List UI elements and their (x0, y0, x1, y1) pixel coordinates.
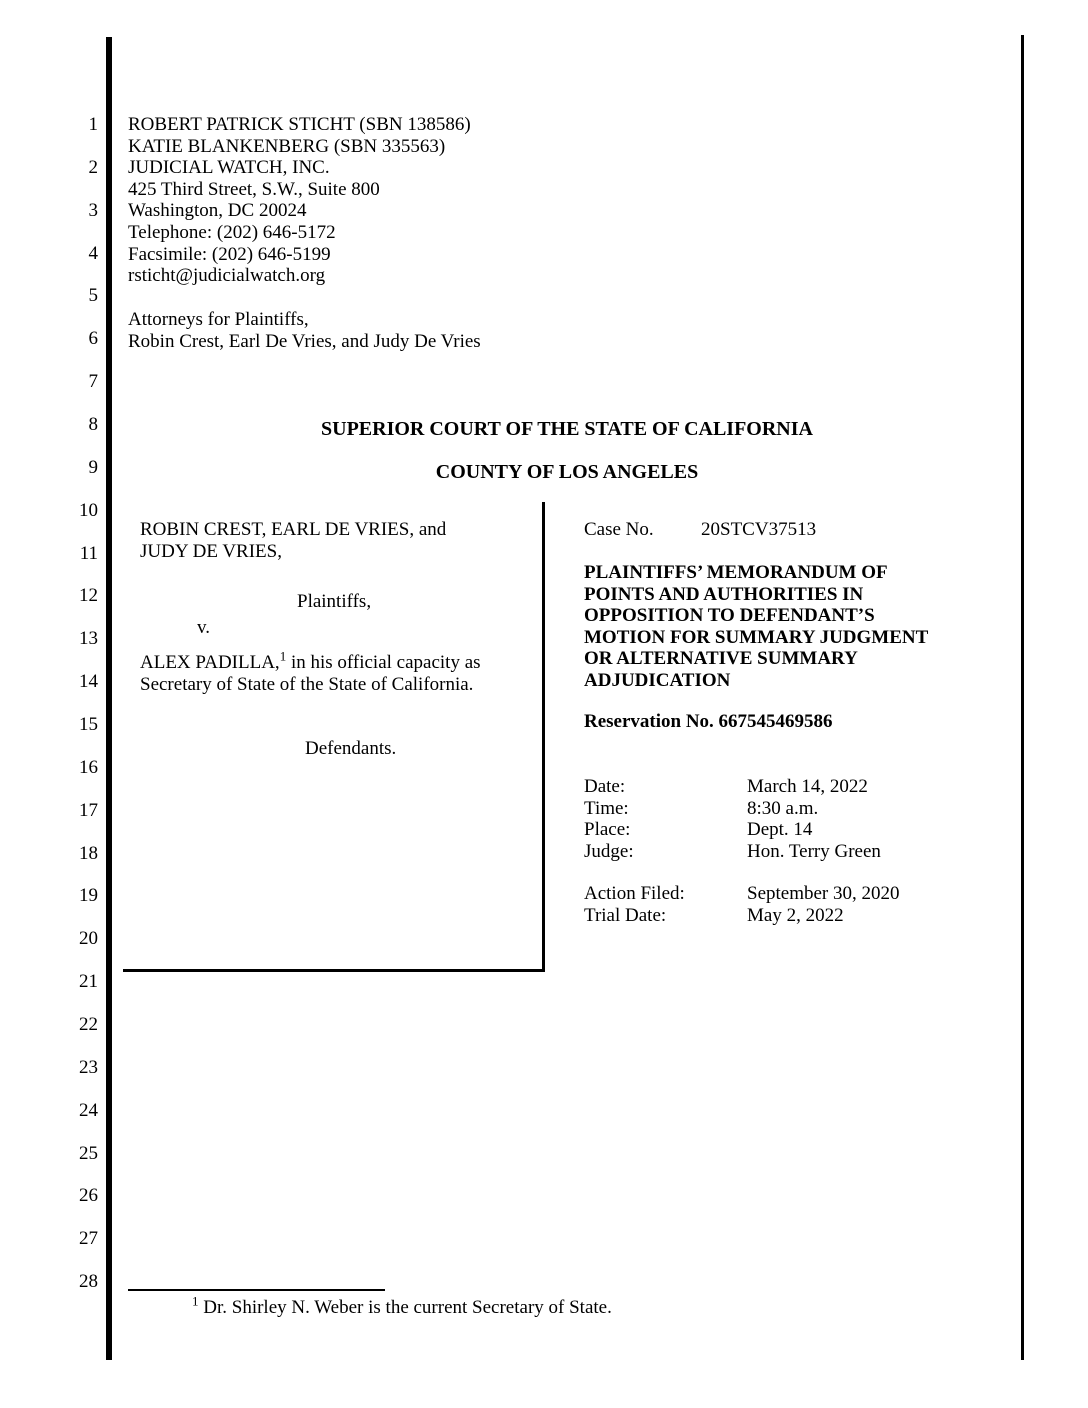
line-number-4: 4 (88, 242, 98, 264)
caption-bottom-rule (123, 969, 545, 972)
text-line: 425 Third Street, S.W., Suite 800 (128, 178, 380, 200)
line-number-25: 25 (79, 1142, 98, 1164)
info-row (584, 776, 881, 798)
text-line: POINTS AND AUTHORITIES IN (584, 583, 864, 605)
line-number-5: 5 (88, 285, 98, 307)
info-label: Time: (584, 797, 629, 819)
line-number-16: 16 (79, 756, 98, 778)
versus-label: v. (197, 617, 211, 638)
document-title (584, 562, 928, 692)
info-label: Action Filed: (584, 883, 685, 904)
plaintiff-names (140, 519, 446, 562)
line-number-26: 26 (79, 1185, 98, 1207)
case-number-value: 20STCV37513 (701, 519, 817, 540)
footnote-separator-rule (128, 1289, 385, 1291)
info-value: March 14, 2022 (747, 776, 868, 797)
reservation-number: Reservation No. 667545469586 (584, 711, 833, 732)
text-line: Attorneys for Plaintiffs, (128, 309, 309, 330)
case-number-label: Case No. (584, 519, 654, 540)
line-number-21: 21 (79, 971, 98, 993)
info-value: Dept. 14 (747, 819, 813, 841)
info-row (584, 841, 881, 863)
footnote-content: Dr. Shirley N. Weber is the current Secretary of State. (203, 1297, 612, 1318)
info-row (584, 819, 881, 841)
line-number-6: 6 (88, 328, 98, 350)
footnote-reference-mark: 1 (279, 648, 287, 664)
line-number-1: 1 (88, 114, 98, 135)
text-line: MOTION FOR SUMMARY JUDGMENT (584, 626, 929, 648)
right-margin-rule (1021, 35, 1024, 1360)
text-line: Washington, DC 20024 (128, 200, 307, 222)
plaintiff-names-line2: JUDY DE VRIES, (140, 540, 282, 562)
line-number-2: 2 (88, 156, 98, 178)
info-row (584, 883, 900, 905)
line-number-10: 10 (79, 499, 98, 521)
defendant-names-line1 (140, 648, 481, 674)
court-heading (112, 408, 1022, 494)
defendant-capacity: in his official capacity as (286, 652, 481, 673)
plaintiffs-label: Plaintiffs, (297, 591, 372, 612)
attorney-firm-block (128, 114, 471, 287)
line-number-18: 18 (79, 842, 98, 864)
hearing-info (584, 776, 881, 862)
text-line: Robin Crest, Earl De Vries, and Judy De Vries (128, 330, 481, 352)
line-number-9: 9 (88, 456, 98, 478)
footnote-number: 1 (192, 1293, 199, 1309)
line-number-8: 8 (88, 413, 98, 435)
text-line: KATIE BLANKENBERG (SBN 335563) (128, 135, 446, 157)
line-number-7: 7 (88, 371, 98, 393)
case-number-row (584, 519, 816, 541)
line-number-17: 17 (79, 799, 98, 821)
line-number-3: 3 (88, 199, 98, 221)
attorneys-for-block (128, 309, 481, 352)
line-number-column (58, 114, 98, 1314)
line-number-27: 27 (79, 1228, 98, 1250)
caption-divider-rule (542, 502, 545, 970)
text-line: Telephone: (202) 646-5172 (128, 221, 336, 243)
filing-info (584, 883, 900, 926)
court-county: COUNTY OF LOS ANGELES (435, 461, 699, 483)
text-line: rsticht@judicialwatch.org (128, 265, 326, 287)
line-number-20: 20 (79, 928, 98, 950)
line-number-11: 11 (79, 542, 98, 564)
footnote (128, 1293, 612, 1319)
text-line: ROBERT PATRICK STICHT (SBN 138586) (128, 114, 471, 135)
info-value: Hon. Terry Green (747, 840, 881, 862)
info-label: Trial Date: (584, 904, 667, 926)
line-number-14: 14 (79, 671, 98, 693)
text-line: PLAINTIFFS’ MEMORANDUM OF (584, 562, 888, 583)
line-number-24: 24 (79, 1099, 98, 1121)
left-margin-rule (106, 37, 112, 1360)
info-row (584, 798, 881, 820)
info-value: May 2, 2022 (747, 904, 844, 926)
info-value: 8:30 a.m. (747, 797, 819, 819)
info-label: Place: (584, 819, 631, 841)
line-number-22: 22 (79, 1013, 98, 1035)
text-line: OPPOSITION TO DEFENDANT’S (584, 605, 875, 627)
defendants-label: Defendants. (305, 738, 397, 759)
info-label: Judge: (584, 840, 634, 862)
line-number-15: 15 (79, 713, 98, 735)
plaintiff-names-line1: ROBIN CREST, EARL DE VRIES, and (140, 519, 447, 540)
defendant-names (140, 648, 481, 695)
info-row (584, 905, 900, 927)
line-number-23: 23 (79, 1056, 98, 1078)
line-number-19: 19 (79, 885, 98, 907)
defendant-name: ALEX PADILLA, (140, 652, 280, 673)
text-line: OR ALTERNATIVE SUMMARY (584, 648, 858, 670)
court-name: SUPERIOR COURT OF THE STATE OF CALIFORNIA (321, 418, 813, 440)
info-value: September 30, 2020 (747, 883, 900, 904)
text-line: ADJUDICATION (584, 669, 731, 691)
text-line: JUDICIAL WATCH, INC. (128, 157, 330, 179)
line-number-12: 12 (79, 585, 98, 607)
line-number-28: 28 (79, 1271, 98, 1293)
line-number-13: 13 (79, 628, 98, 650)
text-line: Facsimile: (202) 646-5199 (128, 243, 331, 265)
defendant-names-line2: Secretary of State of the State of California. (140, 673, 474, 695)
info-label: Date: (584, 776, 626, 797)
